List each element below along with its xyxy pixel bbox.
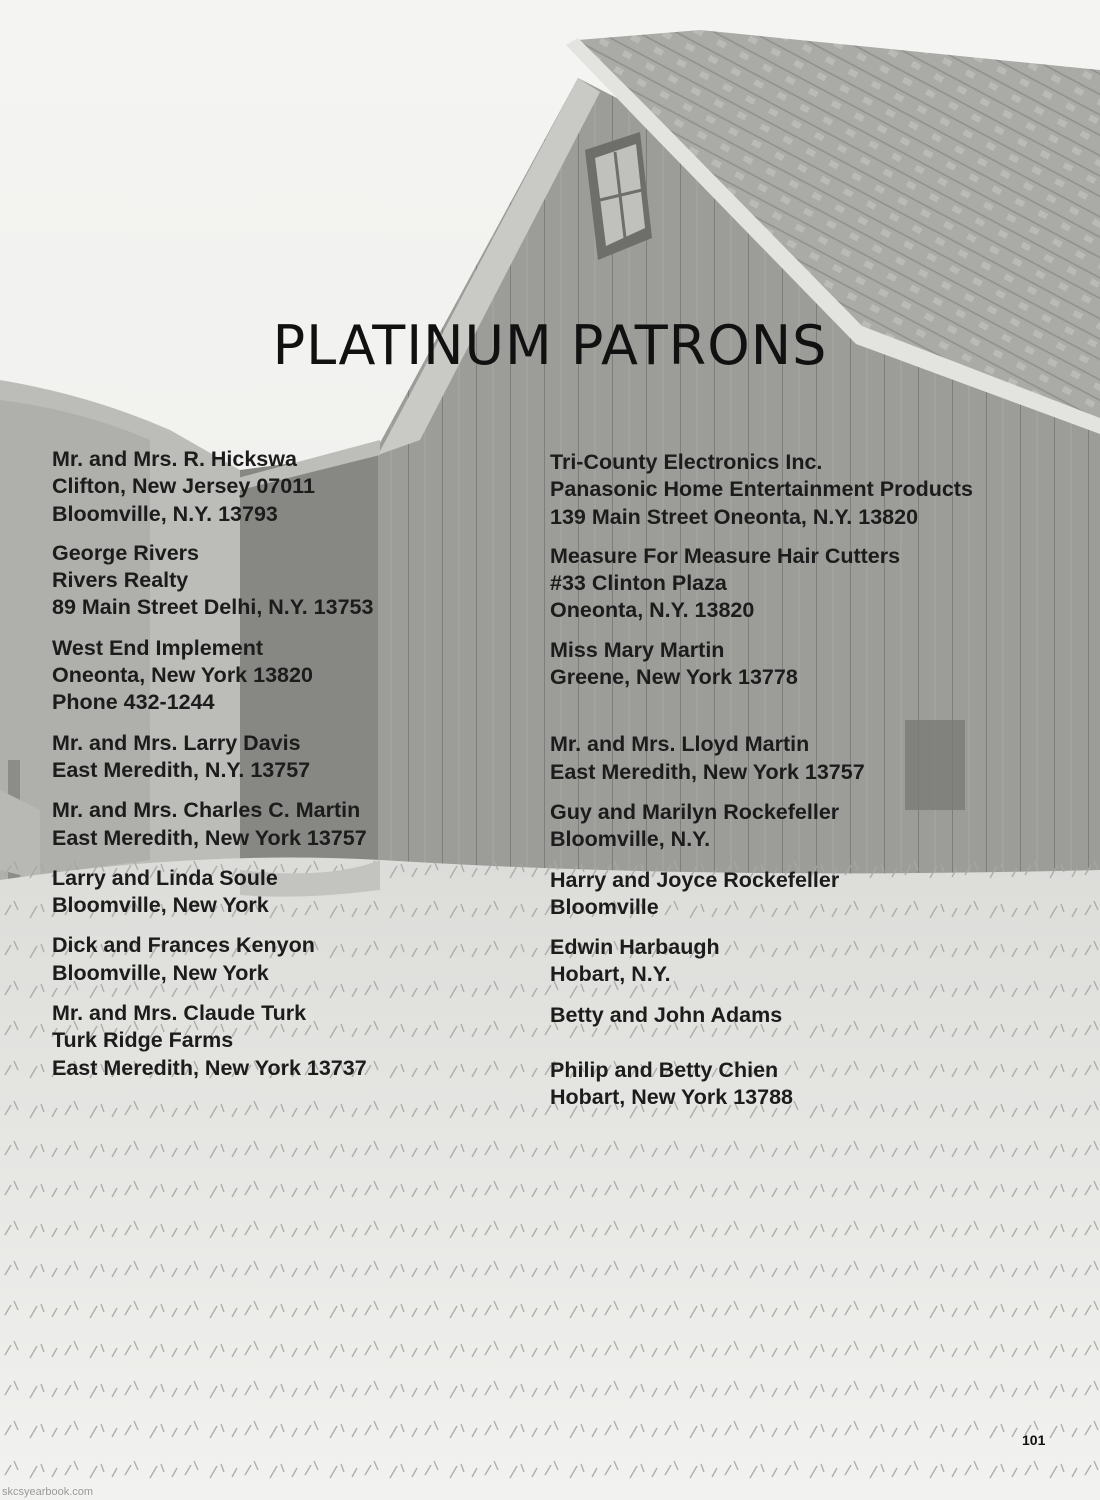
patron-entry xyxy=(52,865,522,920)
patron-line: Turk Ridge Farms xyxy=(52,1028,234,1053)
patron-entry xyxy=(550,799,1050,854)
patron-line: Greene, New York 13778 xyxy=(550,665,798,690)
patron-entry xyxy=(52,730,522,785)
patron-line: #33 Clinton Plaza xyxy=(550,571,727,596)
patron-entry xyxy=(52,635,522,717)
patron-list-left xyxy=(52,446,522,1082)
patron-line: Bloomville xyxy=(550,894,659,919)
patron-line: East Meredith, New York 13737 xyxy=(52,1055,367,1080)
scan-watermark: skcsyearbook.com xyxy=(2,1486,94,1498)
patron-line: Mr. and Mrs. Larry Davis xyxy=(52,730,301,755)
patron-entry xyxy=(550,1057,1050,1112)
patron-line: Oneonta, N.Y. 13820 xyxy=(550,598,755,623)
patron-line: Larry and Linda Soule xyxy=(52,865,278,890)
patron-line: Clifton, New Jersey 07011 xyxy=(52,474,315,499)
patron-line: Bloomville, N.Y. xyxy=(550,827,711,852)
patron-line: Miss Mary Martin xyxy=(550,637,725,662)
patron-line: Hobart, New York 13788 xyxy=(550,1085,793,1110)
patron-line: Mr. and Mrs. R. Hickswa xyxy=(52,447,297,471)
patron-line: Mr. and Mrs. Lloyd Martin xyxy=(550,732,810,757)
patron-line: Bloomville, N.Y. 13793 xyxy=(52,501,278,526)
patron-entry xyxy=(550,637,1050,692)
patron-entry xyxy=(52,797,522,852)
patron-entry xyxy=(550,543,1050,625)
patron-line: Harry and Joyce Rockefeller xyxy=(550,867,840,892)
patron-line: West End Implement xyxy=(52,635,264,660)
patron-line: Phone 432-1244 xyxy=(52,690,215,715)
patron-entry xyxy=(550,449,1050,531)
patron-line: Edwin Harbaugh xyxy=(550,935,720,960)
patron-list-right xyxy=(550,449,1050,1112)
patron-line: Rivers Realty xyxy=(52,568,189,593)
patron-entry xyxy=(52,1000,522,1082)
patron-line: 139 Main Street Oneonta, N.Y. 13820 xyxy=(550,504,919,529)
patron-line: Betty and John Adams xyxy=(550,1002,783,1027)
patron-entry xyxy=(550,867,1050,922)
patron-line: Bloomville, New York xyxy=(52,893,269,918)
patron-line: 89 Main Street Delhi, N.Y. 13753 xyxy=(52,595,374,620)
patron-line: George Rivers xyxy=(52,540,199,565)
patron-entry xyxy=(52,540,522,622)
patron-entry xyxy=(550,731,1050,786)
page-title: PLATINUM PATRONS xyxy=(272,314,828,377)
page-number: 101 xyxy=(1022,1432,1046,1448)
patron-line: Guy and Marilyn Rockefeller xyxy=(550,799,840,824)
patron-line: Panasonic Home Entertainment Products xyxy=(550,477,973,502)
patron-line: Philip and Betty Chien xyxy=(550,1058,779,1083)
patron-entry xyxy=(52,446,522,528)
patron-line: Measure For Measure Hair Cutters xyxy=(550,543,901,568)
patron-line: Dick and Frances Kenyon xyxy=(52,933,315,958)
patron-entry xyxy=(550,934,1050,989)
patron-line: Tri-County Electronics Inc. xyxy=(550,450,823,474)
patron-line: East Meredith, N.Y. 13757 xyxy=(52,757,311,782)
patron-line: East Meredith, New York 13757 xyxy=(52,825,367,850)
patron-line: Oneonta, New York 13820 xyxy=(52,663,313,688)
patron-line: Mr. and Mrs. Claude Turk xyxy=(52,1001,307,1026)
patron-line: Bloomville, New York xyxy=(52,960,269,985)
patron-line: Mr. and Mrs. Charles C. Martin xyxy=(52,798,361,823)
patron-line: East Meredith, New York 13757 xyxy=(550,759,865,784)
patron-entry xyxy=(550,1002,1050,1029)
patron-entry xyxy=(52,932,522,987)
patron-line: Hobart, N.Y. xyxy=(550,962,671,987)
